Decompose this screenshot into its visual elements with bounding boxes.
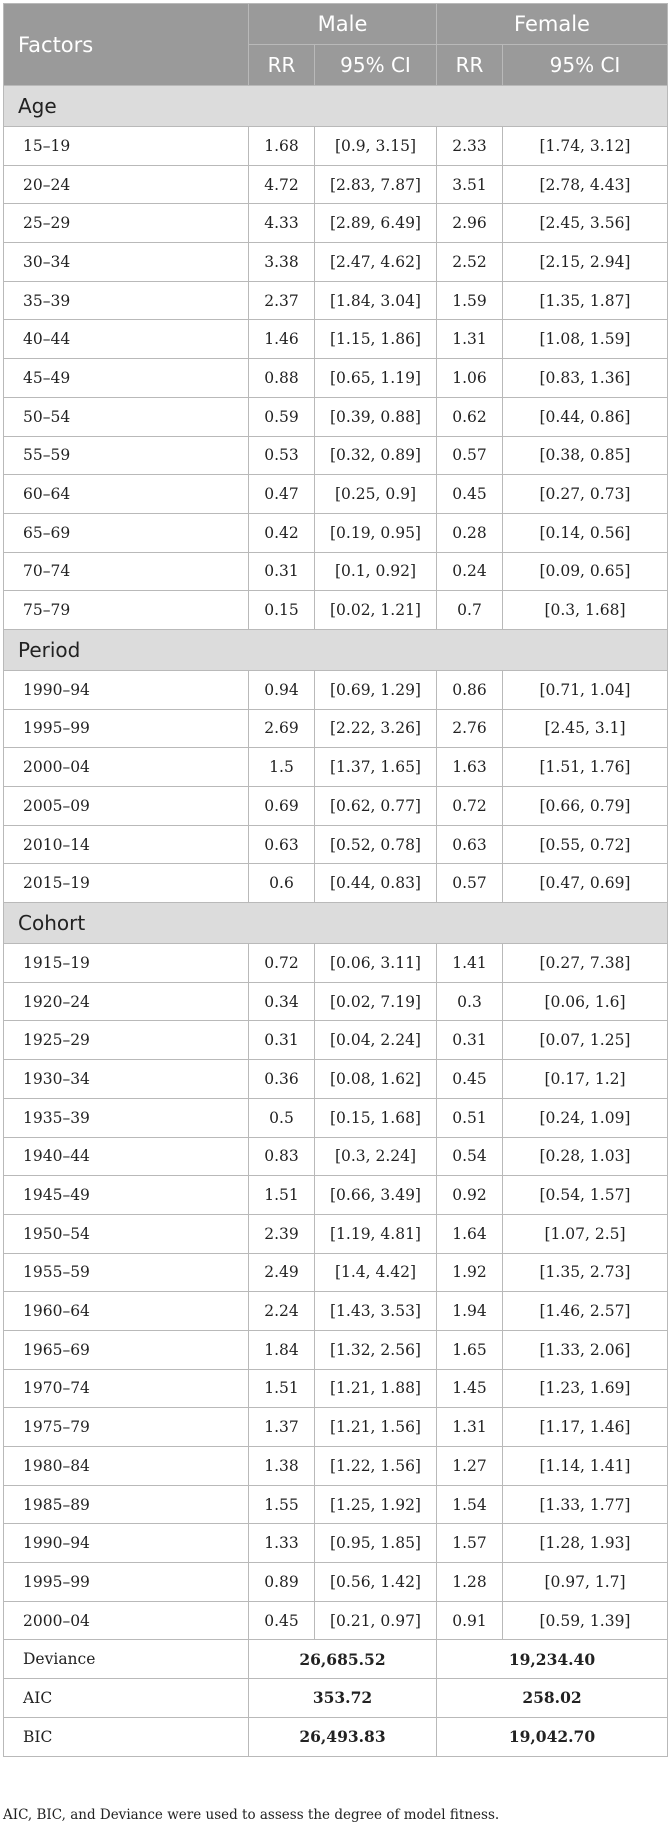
table-row bbox=[4, 320, 668, 359]
table-row bbox=[4, 1447, 668, 1486]
male-rr: 0.88 bbox=[249, 359, 315, 398]
row-label: 60–64 bbox=[4, 475, 249, 514]
table-row bbox=[4, 1563, 668, 1602]
male-rr: 0.45 bbox=[249, 1601, 315, 1640]
table-row bbox=[4, 709, 668, 748]
table-row bbox=[4, 359, 668, 398]
female-rr: 2.76 bbox=[437, 709, 503, 748]
table-row bbox=[4, 1137, 668, 1176]
female-rr: 2.96 bbox=[437, 204, 503, 243]
table-row bbox=[4, 513, 668, 552]
male-ci: [0.25, 0.9] bbox=[315, 475, 437, 514]
male-rr: 1.33 bbox=[249, 1524, 315, 1563]
male-rr: 1.51 bbox=[249, 1176, 315, 1215]
female-ci: [0.55, 0.72] bbox=[503, 825, 668, 864]
table-row bbox=[4, 1292, 668, 1331]
row-label: 1970–74 bbox=[4, 1369, 249, 1408]
female-ci: [1.07, 2.5] bbox=[503, 1214, 668, 1253]
table-row bbox=[4, 165, 668, 204]
female-ci: [1.14, 1.41] bbox=[503, 1447, 668, 1486]
female-ci: [0.09, 0.65] bbox=[503, 552, 668, 591]
male-ci: [0.3, 2.24] bbox=[315, 1137, 437, 1176]
female-ci: [1.46, 2.57] bbox=[503, 1292, 668, 1331]
table-header bbox=[4, 4, 668, 86]
male-ci: [1.21, 1.88] bbox=[315, 1369, 437, 1408]
male-ci: [1.84, 3.04] bbox=[315, 281, 437, 320]
row-label: 20–24 bbox=[4, 165, 249, 204]
male-ci: [0.56, 1.42] bbox=[315, 1563, 437, 1602]
male-rr: 1.5 bbox=[249, 748, 315, 787]
male-rr: 4.33 bbox=[249, 204, 315, 243]
section-row bbox=[4, 629, 668, 670]
female-rr: 2.52 bbox=[437, 243, 503, 282]
section-title: Cohort bbox=[4, 903, 668, 944]
male-rr: 0.31 bbox=[249, 552, 315, 591]
female-rr: 0.45 bbox=[437, 1060, 503, 1099]
male-ci: [2.89, 6.49] bbox=[315, 204, 437, 243]
table-footnote: AIC, BIC, and Deviance were used to assess the degree of model fitness. bbox=[3, 1807, 500, 1823]
header-male-rr: RR bbox=[249, 45, 315, 86]
female-rr: 1.31 bbox=[437, 320, 503, 359]
male-rr: 0.94 bbox=[249, 670, 315, 709]
row-label: 2015–19 bbox=[4, 864, 249, 903]
table-row bbox=[4, 1253, 668, 1292]
row-label: 1975–79 bbox=[4, 1408, 249, 1447]
table-row bbox=[4, 1330, 668, 1369]
male-rr: 2.39 bbox=[249, 1214, 315, 1253]
row-label: 55–59 bbox=[4, 436, 249, 475]
female-rr: 1.63 bbox=[437, 748, 503, 787]
female-rr: 1.92 bbox=[437, 1253, 503, 1292]
male-rr: 2.24 bbox=[249, 1292, 315, 1331]
female-rr: 0.7 bbox=[437, 591, 503, 630]
male-rr: 0.5 bbox=[249, 1098, 315, 1137]
female-rr: 0.28 bbox=[437, 513, 503, 552]
male-ci: [0.9, 3.15] bbox=[315, 127, 437, 166]
female-ci: [1.35, 2.73] bbox=[503, 1253, 668, 1292]
female-ci: [1.28, 1.93] bbox=[503, 1524, 668, 1563]
female-rr: 0.92 bbox=[437, 1176, 503, 1215]
male-rr: 4.72 bbox=[249, 165, 315, 204]
table-body bbox=[4, 86, 668, 1757]
female-ci: [0.3, 1.68] bbox=[503, 591, 668, 630]
table-row bbox=[4, 1524, 668, 1563]
row-label: 70–74 bbox=[4, 552, 249, 591]
female-ci: [0.44, 0.86] bbox=[503, 397, 668, 436]
male-ci: [0.65, 1.19] bbox=[315, 359, 437, 398]
row-label: 1915–19 bbox=[4, 944, 249, 983]
female-rr: 0.54 bbox=[437, 1137, 503, 1176]
female-rr: 0.57 bbox=[437, 864, 503, 903]
male-ci: [0.08, 1.62] bbox=[315, 1060, 437, 1099]
table-row bbox=[4, 1214, 668, 1253]
male-ci: [0.39, 0.88] bbox=[315, 397, 437, 436]
stat-row bbox=[4, 1640, 668, 1679]
row-label: 1935–39 bbox=[4, 1098, 249, 1137]
male-rr: 1.51 bbox=[249, 1369, 315, 1408]
table-row bbox=[4, 1176, 668, 1215]
row-label: 35–39 bbox=[4, 281, 249, 320]
table-row bbox=[4, 982, 668, 1021]
female-rr: 1.65 bbox=[437, 1330, 503, 1369]
female-ci: [2.15, 2.94] bbox=[503, 243, 668, 282]
female-rr: 1.64 bbox=[437, 1214, 503, 1253]
male-ci: [0.19, 0.95] bbox=[315, 513, 437, 552]
female-ci: [0.59, 1.39] bbox=[503, 1601, 668, 1640]
table-row bbox=[4, 281, 668, 320]
row-label: 40–44 bbox=[4, 320, 249, 359]
female-ci: [1.51, 1.76] bbox=[503, 748, 668, 787]
male-rr: 0.72 bbox=[249, 944, 315, 983]
table-row bbox=[4, 591, 668, 630]
male-ci: [0.32, 0.89] bbox=[315, 436, 437, 475]
row-label: 1930–34 bbox=[4, 1060, 249, 1099]
female-rr: 1.59 bbox=[437, 281, 503, 320]
row-label: 1990–94 bbox=[4, 670, 249, 709]
row-label: 1925–29 bbox=[4, 1021, 249, 1060]
female-rr: 1.45 bbox=[437, 1369, 503, 1408]
female-ci: [2.45, 3.56] bbox=[503, 204, 668, 243]
row-label: 1960–64 bbox=[4, 1292, 249, 1331]
female-ci: [1.33, 1.77] bbox=[503, 1485, 668, 1524]
female-ci: [0.38, 0.85] bbox=[503, 436, 668, 475]
row-label: 2010–14 bbox=[4, 825, 249, 864]
female-rr: 0.24 bbox=[437, 552, 503, 591]
table-row bbox=[4, 1060, 668, 1099]
row-label: 1920–24 bbox=[4, 982, 249, 1021]
section-title: Period bbox=[4, 629, 668, 670]
female-ci: [0.71, 1.04] bbox=[503, 670, 668, 709]
female-ci: [0.97, 1.7] bbox=[503, 1563, 668, 1602]
male-rr: 0.89 bbox=[249, 1563, 315, 1602]
female-rr: 1.41 bbox=[437, 944, 503, 983]
male-rr: 0.34 bbox=[249, 982, 315, 1021]
row-label: 1985–89 bbox=[4, 1485, 249, 1524]
female-rr: 1.27 bbox=[437, 1447, 503, 1486]
table-row bbox=[4, 1601, 668, 1640]
female-ci: [2.45, 3.1] bbox=[503, 709, 668, 748]
row-label: 1950–54 bbox=[4, 1214, 249, 1253]
female-rr: 0.57 bbox=[437, 436, 503, 475]
female-rr: 0.51 bbox=[437, 1098, 503, 1137]
female-rr: 0.3 bbox=[437, 982, 503, 1021]
female-ci: [0.83, 1.36] bbox=[503, 359, 668, 398]
row-label: 30–34 bbox=[4, 243, 249, 282]
female-ci: [0.17, 1.2] bbox=[503, 1060, 668, 1099]
female-ci: [0.07, 1.25] bbox=[503, 1021, 668, 1060]
table-row bbox=[4, 475, 668, 514]
female-ci: [0.66, 0.79] bbox=[503, 787, 668, 826]
stat-label: Deviance bbox=[4, 1640, 249, 1679]
female-rr: 0.72 bbox=[437, 787, 503, 826]
row-label: 45–49 bbox=[4, 359, 249, 398]
female-ci: [1.17, 1.46] bbox=[503, 1408, 668, 1447]
stat-female: 19,042.70 bbox=[437, 1717, 668, 1756]
male-rr: 0.6 bbox=[249, 864, 315, 903]
male-rr: 3.38 bbox=[249, 243, 315, 282]
male-rr: 1.68 bbox=[249, 127, 315, 166]
male-ci: [0.52, 0.78] bbox=[315, 825, 437, 864]
header-female: Female bbox=[437, 4, 668, 45]
male-ci: [0.44, 0.83] bbox=[315, 864, 437, 903]
female-ci: [0.24, 1.09] bbox=[503, 1098, 668, 1137]
male-ci: [2.22, 3.26] bbox=[315, 709, 437, 748]
table-row bbox=[4, 825, 668, 864]
male-rr: 2.69 bbox=[249, 709, 315, 748]
row-label: 1945–49 bbox=[4, 1176, 249, 1215]
table-row bbox=[4, 944, 668, 983]
section-row bbox=[4, 903, 668, 944]
female-rr: 0.31 bbox=[437, 1021, 503, 1060]
female-ci: [2.78, 4.43] bbox=[503, 165, 668, 204]
row-label: 2000–04 bbox=[4, 748, 249, 787]
row-label: 75–79 bbox=[4, 591, 249, 630]
stat-row bbox=[4, 1679, 668, 1718]
row-label: 50–54 bbox=[4, 397, 249, 436]
stat-male: 26,493.83 bbox=[249, 1717, 437, 1756]
female-rr: 3.51 bbox=[437, 165, 503, 204]
male-rr: 0.47 bbox=[249, 475, 315, 514]
male-ci: [1.4, 4.42] bbox=[315, 1253, 437, 1292]
table-row bbox=[4, 1021, 668, 1060]
female-ci: [1.33, 2.06] bbox=[503, 1330, 668, 1369]
stat-female: 258.02 bbox=[437, 1679, 668, 1718]
male-ci: [0.95, 1.85] bbox=[315, 1524, 437, 1563]
female-ci: [1.35, 1.87] bbox=[503, 281, 668, 320]
female-rr: 1.94 bbox=[437, 1292, 503, 1331]
female-rr: 0.86 bbox=[437, 670, 503, 709]
male-ci: [0.1, 0.92] bbox=[315, 552, 437, 591]
female-rr: 0.45 bbox=[437, 475, 503, 514]
table-row bbox=[4, 552, 668, 591]
row-label: 1965–69 bbox=[4, 1330, 249, 1369]
section-title: Age bbox=[4, 86, 668, 127]
female-ci: [0.28, 1.03] bbox=[503, 1137, 668, 1176]
male-ci: [1.15, 1.86] bbox=[315, 320, 437, 359]
male-ci: [1.37, 1.65] bbox=[315, 748, 437, 787]
row-label: 1955–59 bbox=[4, 1253, 249, 1292]
row-label: 1995–99 bbox=[4, 709, 249, 748]
header-factors: Factors bbox=[4, 4, 249, 86]
table-row bbox=[4, 397, 668, 436]
header-male-ci: 95% CI bbox=[315, 45, 437, 86]
table-row bbox=[4, 127, 668, 166]
male-rr: 0.53 bbox=[249, 436, 315, 475]
stat-label: AIC bbox=[4, 1679, 249, 1718]
male-ci: [0.15, 1.68] bbox=[315, 1098, 437, 1137]
male-rr: 1.84 bbox=[249, 1330, 315, 1369]
male-rr: 0.63 bbox=[249, 825, 315, 864]
male-rr: 0.15 bbox=[249, 591, 315, 630]
male-ci: [1.22, 1.56] bbox=[315, 1447, 437, 1486]
stat-female: 19,234.40 bbox=[437, 1640, 668, 1679]
row-label: 25–29 bbox=[4, 204, 249, 243]
male-ci: [0.62, 0.77] bbox=[315, 787, 437, 826]
male-rr: 0.42 bbox=[249, 513, 315, 552]
table-row bbox=[4, 1369, 668, 1408]
male-rr: 0.59 bbox=[249, 397, 315, 436]
stat-male: 26,685.52 bbox=[249, 1640, 437, 1679]
male-rr: 2.37 bbox=[249, 281, 315, 320]
male-rr: 0.36 bbox=[249, 1060, 315, 1099]
male-rr: 1.38 bbox=[249, 1447, 315, 1486]
female-rr: 1.31 bbox=[437, 1408, 503, 1447]
male-ci: [1.32, 2.56] bbox=[315, 1330, 437, 1369]
female-ci: [1.74, 3.12] bbox=[503, 127, 668, 166]
table-row bbox=[4, 243, 668, 282]
table-row bbox=[4, 1098, 668, 1137]
female-ci: [1.23, 1.69] bbox=[503, 1369, 668, 1408]
row-label: 1940–44 bbox=[4, 1137, 249, 1176]
male-ci: [0.04, 2.24] bbox=[315, 1021, 437, 1060]
row-label: 15–19 bbox=[4, 127, 249, 166]
male-rr: 1.37 bbox=[249, 1408, 315, 1447]
row-label: 1995–99 bbox=[4, 1563, 249, 1602]
male-ci: [0.02, 7.19] bbox=[315, 982, 437, 1021]
male-ci: [1.43, 3.53] bbox=[315, 1292, 437, 1331]
header-female-rr: RR bbox=[437, 45, 503, 86]
male-rr: 0.31 bbox=[249, 1021, 315, 1060]
table-row bbox=[4, 1485, 668, 1524]
female-ci: [0.54, 1.57] bbox=[503, 1176, 668, 1215]
header-female-ci: 95% CI bbox=[503, 45, 668, 86]
male-rr: 0.83 bbox=[249, 1137, 315, 1176]
female-ci: [1.08, 1.59] bbox=[503, 320, 668, 359]
row-label: 65–69 bbox=[4, 513, 249, 552]
female-ci: [0.06, 1.6] bbox=[503, 982, 668, 1021]
male-rr: 1.55 bbox=[249, 1485, 315, 1524]
table-row bbox=[4, 436, 668, 475]
male-ci: [1.25, 1.92] bbox=[315, 1485, 437, 1524]
female-ci: [0.27, 7.38] bbox=[503, 944, 668, 983]
female-rr: 0.91 bbox=[437, 1601, 503, 1640]
row-label: 2005–09 bbox=[4, 787, 249, 826]
male-ci: [2.47, 4.62] bbox=[315, 243, 437, 282]
table-row bbox=[4, 670, 668, 709]
row-label: 1980–84 bbox=[4, 1447, 249, 1486]
male-ci: [0.66, 3.49] bbox=[315, 1176, 437, 1215]
male-ci: [0.06, 3.11] bbox=[315, 944, 437, 983]
male-rr: 2.49 bbox=[249, 1253, 315, 1292]
female-rr: 1.28 bbox=[437, 1563, 503, 1602]
section-row bbox=[4, 86, 668, 127]
rate-ratio-table bbox=[3, 3, 668, 1757]
table-row bbox=[4, 748, 668, 787]
row-label: 1990–94 bbox=[4, 1524, 249, 1563]
male-ci: [2.83, 7.87] bbox=[315, 165, 437, 204]
male-rr: 0.69 bbox=[249, 787, 315, 826]
male-ci: [1.19, 4.81] bbox=[315, 1214, 437, 1253]
row-label: 2000–04 bbox=[4, 1601, 249, 1640]
female-rr: 0.63 bbox=[437, 825, 503, 864]
male-ci: [0.69, 1.29] bbox=[315, 670, 437, 709]
female-rr: 1.54 bbox=[437, 1485, 503, 1524]
table-row bbox=[4, 864, 668, 903]
male-ci: [0.21, 0.97] bbox=[315, 1601, 437, 1640]
female-rr: 2.33 bbox=[437, 127, 503, 166]
female-rr: 1.06 bbox=[437, 359, 503, 398]
female-ci: [0.14, 0.56] bbox=[503, 513, 668, 552]
stat-male: 353.72 bbox=[249, 1679, 437, 1718]
male-ci: [1.21, 1.56] bbox=[315, 1408, 437, 1447]
female-ci: [0.27, 0.73] bbox=[503, 475, 668, 514]
female-rr: 0.62 bbox=[437, 397, 503, 436]
header-male: Male bbox=[249, 4, 437, 45]
table-row bbox=[4, 204, 668, 243]
stat-label: BIC bbox=[4, 1717, 249, 1756]
female-rr: 1.57 bbox=[437, 1524, 503, 1563]
female-ci: [0.47, 0.69] bbox=[503, 864, 668, 903]
male-rr: 1.46 bbox=[249, 320, 315, 359]
male-ci: [0.02, 1.21] bbox=[315, 591, 437, 630]
table-row bbox=[4, 1408, 668, 1447]
stat-row bbox=[4, 1717, 668, 1756]
table-row bbox=[4, 787, 668, 826]
